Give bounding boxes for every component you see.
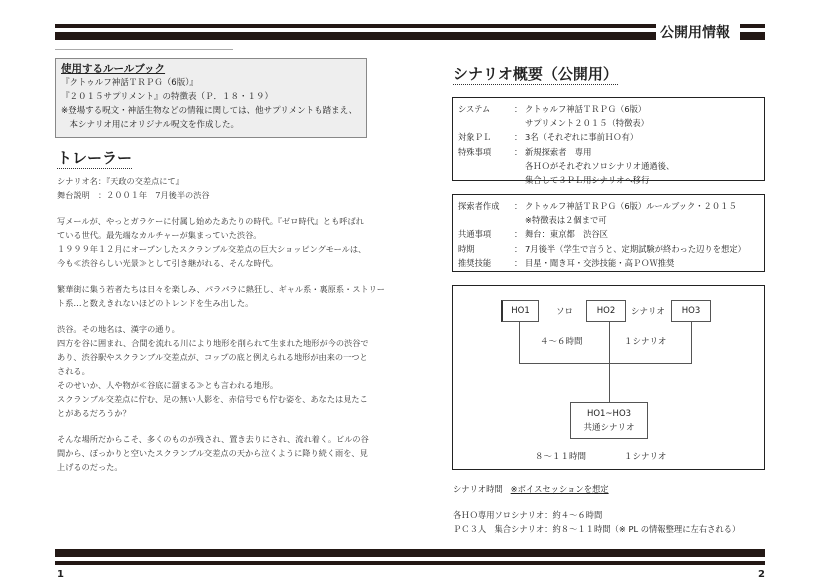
solo-time-text: 各ＨＯ専用ソロシナリオ：約４～６時間: [453, 510, 603, 520]
overview-key: 時期: [458, 243, 475, 254]
overview-value: 目星・聞き耳・交渉技能・高ＰＯＷ推奨: [525, 257, 675, 268]
scenario-label: シナリオ: [631, 307, 665, 317]
footer-rule-thick: [55, 549, 765, 557]
overview-key: 共通事項: [458, 229, 492, 240]
trailer-line: 四方を谷に囲まれ、合間を流れる川により地形を削られて生まれた地形が今の渋谷で: [57, 338, 369, 348]
solo-label: ソロ: [556, 307, 574, 317]
overview-value: 7月後半（学生で言うと、定期試験が終わった辺りを想定）: [525, 243, 746, 254]
overview-row: [458, 213, 759, 227]
overview-row: [458, 256, 759, 270]
trailer-heading: トレーラー: [57, 149, 133, 167]
trailer-line: される。: [57, 366, 90, 376]
overview-row: [458, 173, 759, 187]
header-rule-thin-right: [740, 24, 765, 28]
trailer-line: ト系…と数えきれないほどのトレンドを生み出した。: [57, 298, 254, 308]
colon: [514, 213, 525, 227]
connector: [609, 313, 610, 403]
colon: ：: [514, 201, 523, 211]
trailer-line: 繁華街に集う若者たちは日々を楽しみ、パラパラに熱狂し、ギャル系・裏原系・ストリー: [57, 284, 385, 294]
overview-value: 新規探索者 専用: [525, 146, 592, 157]
overview-row: [458, 130, 759, 144]
trailer-text: [57, 174, 437, 474]
page-number-right: 2: [758, 569, 765, 580]
ho1-node: HO1: [501, 300, 539, 322]
overview-row: [458, 242, 759, 256]
scenario-time-label: シナリオ時間: [453, 484, 503, 494]
overview-key: 推奨技能: [458, 257, 492, 268]
overview-key: [458, 213, 514, 227]
rulebook-line: 『クトゥルフ神話ＴＲＰＧ（6版）』: [61, 78, 198, 88]
colon: ：: [514, 146, 523, 157]
trailer-line: そのせいか、人や物が≪谷底に溜まる≫とも言われる地形。: [57, 380, 279, 390]
overview-row: [458, 116, 759, 130]
rulebook-box: [55, 58, 367, 138]
overview-value: 集合して３ＰＬ用シナリオへ移行: [525, 175, 650, 186]
trailer-line: あり、渋谷駅やスクランブル交差点が、コップの底と例えられる地形が由来の一つと: [57, 352, 368, 362]
overview-row: [458, 199, 759, 213]
overview-value: 各ＨＯがそれぞれソロシナリオ通過後、: [525, 160, 675, 171]
common-count: １シナリオ: [624, 452, 667, 462]
common-node-label: 共通シナリオ: [583, 422, 635, 433]
overview-value: サプリメント２０１５（特徴表）: [525, 118, 649, 129]
setting: 舞台説明 ：２００１年 7月後半の渋谷: [57, 190, 210, 200]
scenario-flow-diagram: [452, 285, 765, 470]
rulebook-line: 『２０１５サプリメント』の特徴表（Ｐ．１８・１９）: [61, 92, 273, 102]
common-node-title: HO1~HO3: [586, 408, 632, 419]
header-rule-thin: [55, 24, 656, 28]
overview-value: 舞台：東京都 渋谷区: [525, 229, 608, 240]
divider: [55, 49, 233, 50]
trailer-line: ている世代。最先端なカルチャーが集まっていた渋谷。: [57, 230, 262, 240]
rulebook-line: 本シナリオ用にオリジナル呪文を作成した。: [61, 120, 239, 130]
common-node: [570, 402, 648, 439]
ho2-node: HO2: [586, 300, 626, 322]
trailer-line: 今も≪渋谷らしい光景≫として引き継がれる、そんな時代。: [57, 258, 279, 268]
connector: [519, 363, 692, 364]
rulebook-title: 使用するルールブック: [61, 63, 166, 75]
trailer-line: 上げるのだった。: [57, 462, 123, 472]
header-rule-thick: [55, 32, 656, 40]
common-time: ８～１１時間: [535, 452, 587, 462]
overview-value: クトゥルフ神話ＴＲＰＧ（6版）: [525, 104, 647, 114]
overview-row: [458, 159, 759, 173]
colon: ：: [514, 132, 523, 143]
trailer-line: １９９９年１２月にオープンしたスクランブル交差点の巨大ショッピングモールは、: [57, 244, 367, 254]
overview-row: [458, 227, 759, 241]
trailer-line: そんな場所だからこそ、多くのものが残され、置き去りにされ、流れ着く。ビルの谷: [57, 434, 369, 444]
overview-value: 3名（それぞれに事前ＨＯ有）: [525, 132, 639, 143]
colon: ：: [514, 229, 523, 240]
colon: [514, 173, 525, 187]
trailer-line: とがあるだろうか？: [57, 408, 131, 418]
overview-heading: シナリオ概要（公開用）: [453, 65, 618, 83]
colon: ：: [514, 104, 523, 114]
overview-key: 特殊事項: [458, 146, 492, 157]
overview-key: 探索者作成: [458, 201, 500, 211]
scenario-name: シナリオ名：『天政の交差点にて』: [57, 176, 184, 186]
overview-key: システム: [458, 104, 491, 114]
trailer-line: 間から、ぽっかりと空いたスクランブル交差点の天から泣くように降り続く雨を、見: [57, 448, 368, 458]
colon: [514, 159, 525, 173]
colon: ：: [514, 257, 523, 268]
overview-row: [458, 102, 759, 116]
trailer-line: 写メールが、やっとガラケーに付属し始めたあたりの時代。『ゼロ時代』とも呼ばれ: [57, 216, 364, 226]
footer-rule-thin: [55, 561, 765, 565]
overview-key: 対象ＰＬ: [458, 132, 492, 143]
overview-value: ※特徴表は２個まで可: [525, 215, 607, 226]
colon: ：: [514, 243, 523, 254]
overview-value: クトゥルフ神話ＴＲＰＧ（6版）ルールブック・２０１５: [525, 201, 737, 211]
overview-key: [458, 159, 514, 173]
ho3-node: HO3: [671, 300, 711, 322]
trailer-line: スクランブル交差点に佇む、足の無い人影を、赤信号でも佇む姿を、あなたは見たこ: [57, 394, 368, 404]
header-rule-thick-right: [740, 32, 765, 40]
overview-box-details: [452, 194, 765, 272]
overview-key: [458, 116, 514, 130]
group-time-text: ＰＣ３人 集合シナリオ：約８～１１時間（※ PL の情報整理に左右される）: [453, 524, 741, 534]
solo-count: １シナリオ: [624, 337, 667, 347]
scenario-time-note: ※ボイスセッションを想定: [510, 484, 609, 494]
solo-time: ４～６時間: [540, 337, 583, 347]
trailer-line: 渋谷。その地名は、漢字の通り。: [57, 324, 180, 334]
overview-key: [458, 173, 514, 187]
page-number-left: 1: [57, 569, 64, 580]
section-label: 公開用情報: [660, 25, 730, 41]
colon: [514, 116, 525, 130]
rulebook-line: ※登場する呪文・神話生物などの情報に関しては、他サプリメントも踏まえ、: [61, 106, 358, 116]
scenario-time-line: [453, 482, 609, 496]
overview-box-system: [452, 97, 765, 186]
overview-row: [458, 145, 759, 159]
